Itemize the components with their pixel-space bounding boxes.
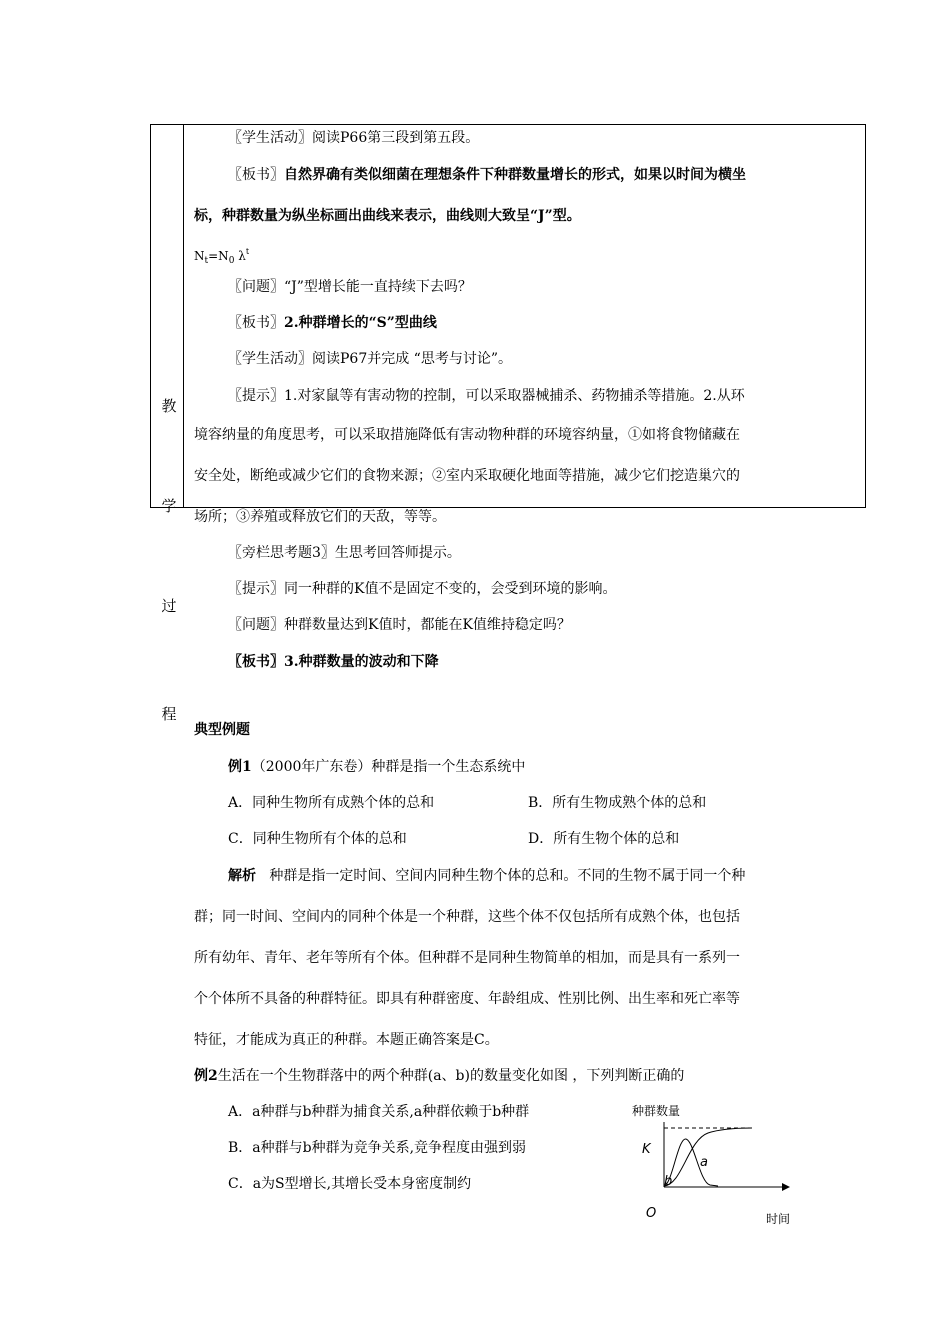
text-line: 境容纳量的角度思考，可以采取措施降低有害动物种群的环境容纳量，①如将食物储藏在	[194, 427, 740, 443]
side-label-char: 过	[161, 597, 177, 615]
text-line: 〖提示〗同一种群的K值不是固定不变的，会受到环境的影响。	[228, 581, 617, 597]
text-line: 〖问题〗“J”型增长能一直持续下去吗？	[228, 279, 472, 295]
option-d: D．所有生物个体的总和	[528, 831, 680, 847]
analysis-line: 个个体所不具备的种群特征。即具有种群密度、年龄组成、性别比例、出生率和死亡率等	[194, 991, 740, 1007]
option-b: B．所有生物成熟个体的总和	[528, 795, 707, 811]
origin-label: O	[646, 1206, 657, 1221]
text-line: 〖学生活动〗阅读P67并完成 “思考与讨论”。	[228, 351, 512, 367]
analysis-line: 群；同一时间、空间内的同种个体是一个种群，这些个体不仅包括所有成熟个体，也包括	[194, 909, 740, 925]
text-line: 〖旁栏思考题3〗生思考回答师提示。	[228, 545, 461, 561]
side-label-char: 教	[161, 397, 177, 415]
formula: $N_t=N_0$ $\lambda^t$	[194, 247, 250, 266]
side-label-char: 程	[161, 705, 177, 723]
example-1-question: 例1（2000年广东卷）种群是指一个生态系统中	[228, 759, 526, 775]
analysis-line: 解析 种群是指一定时间、空间内同种生物个体的总和。不同的生物不属于同一个种	[228, 868, 746, 884]
text-line: 〖提示〗1.对家鼠等有害动物的控制，可以采取器械捕杀、药物捕杀等措施。2.从环	[228, 388, 745, 404]
curve-b-label: b	[664, 1174, 673, 1189]
board-text: 2.种群增长的“S”型曲线	[284, 315, 437, 331]
analysis-line: 特征，才能成为真正的种群。本题正确答案是C。	[194, 1032, 499, 1048]
option-a: A．同种生物所有成熟个体的总和	[228, 795, 435, 811]
board-text: 自然界确有类似细菌在理想条件下种群数量增长的形式，如果以时间为横坐	[284, 167, 746, 183]
example-2-question: 例2生活在一个生物群落中的两个种群(a、b)的数量变化如图 ，下列判断正确的	[194, 1068, 685, 1084]
bracket-tag: 〖板书〗	[228, 167, 284, 183]
population-graph	[620, 1095, 820, 1230]
side-label-char: 学	[161, 497, 177, 515]
board-text: 标，种群数量为纵坐标画出曲线来表示，曲线则大致呈“J”型。	[194, 208, 581, 224]
text-line: 〖学生活动〗阅读P66第三段到第五段。	[228, 130, 480, 146]
text-line	[228, 165, 898, 185]
bracket-tag: 〖板书〗	[228, 315, 284, 331]
text-line: 安全处，断绝或减少它们的食物来源；②室内采取硬化地面等措施，减少它们挖造巢穴的	[194, 468, 740, 484]
board-heading: 〖板书〗3.种群数量的波动和下降	[228, 654, 439, 670]
option-c: C．同种生物所有个体的总和	[228, 831, 407, 847]
option-b: B．a种群与b种群为竞争关系,竞争程度由强到弱	[228, 1140, 527, 1156]
example-label: 例1	[228, 759, 252, 775]
text-line: 场所；③养殖或释放它们的天敌，等等。	[194, 509, 446, 525]
curve-a	[664, 1128, 752, 1186]
column-divider	[183, 124, 184, 508]
text-line: 〖问题〗种群数量达到K值时，都能在K值维持稳定吗？	[228, 617, 571, 633]
option-a: A．a种群与b种群为捕食关系,a种群依赖于b种群	[228, 1104, 530, 1120]
section-heading: 典型例题	[194, 722, 250, 738]
example-label: 例2	[194, 1068, 218, 1084]
x-axis-arrow	[782, 1183, 790, 1191]
k-label: K	[642, 1142, 651, 1157]
analysis-label: 解析	[228, 868, 256, 884]
option-c: C．a为S型增长,其增长受本身密度制约	[228, 1176, 472, 1192]
curve-a-label: a	[700, 1155, 708, 1170]
text-line	[228, 313, 898, 333]
graph-xlabel: 时间	[766, 1212, 791, 1226]
graph-ylabel: 种群数量	[632, 1104, 681, 1118]
analysis-line: 所有幼年、青年、老年等所有个体。但种群不是同种生物简单的相加，而是具有一系列一	[194, 950, 740, 966]
